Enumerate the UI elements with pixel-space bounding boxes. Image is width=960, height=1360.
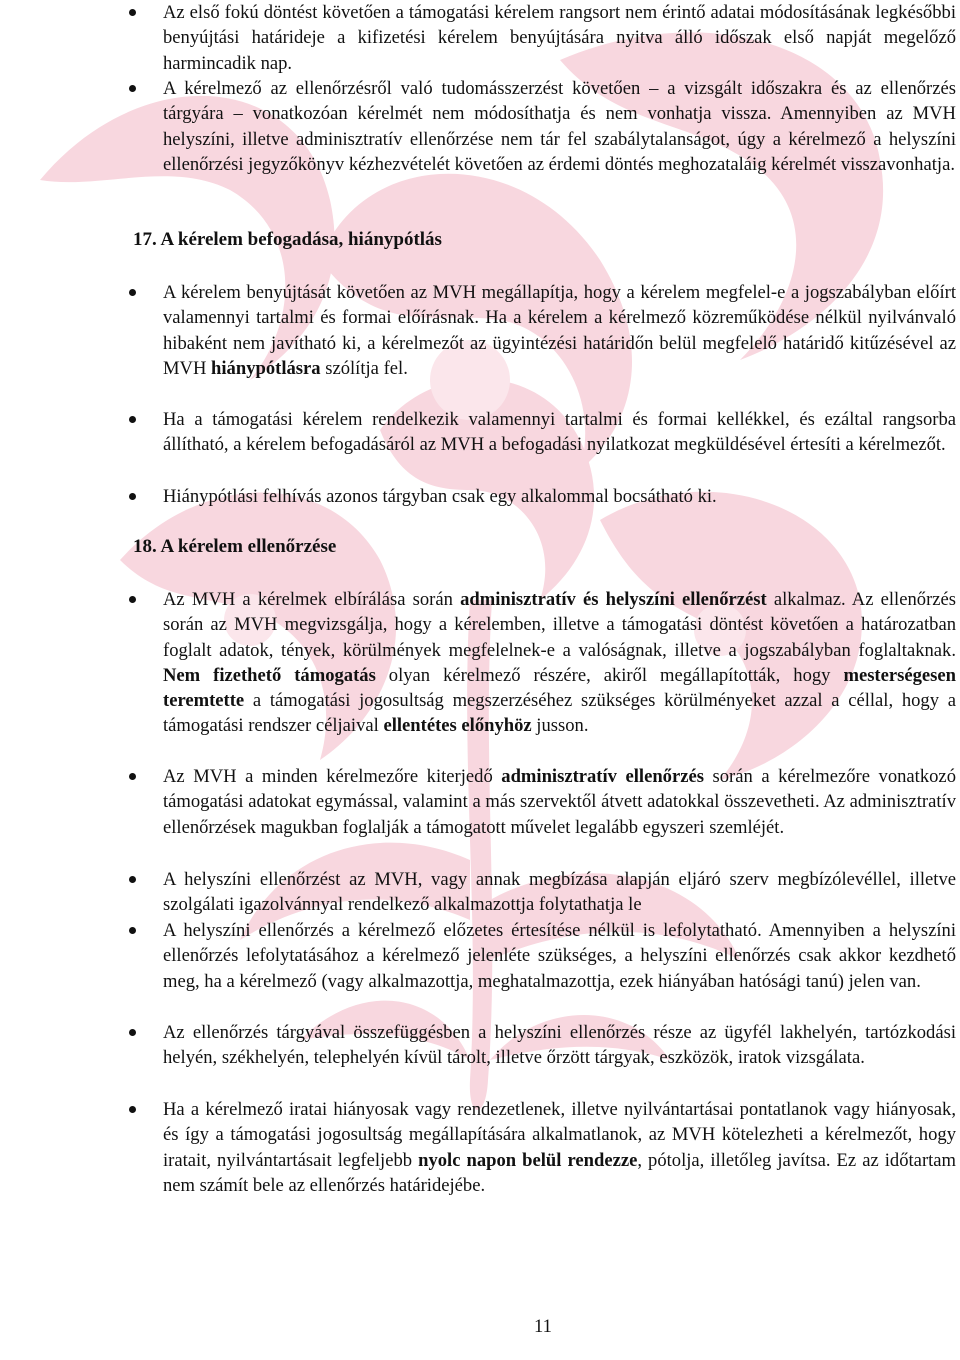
bold-text: Nem fizethető támogatás [163, 664, 376, 686]
paragraph-text: alkalmaz. Az ellenőrzés során az MVH megvizsgálja, hogy a kérelemben, illetve a támogatási döntést követően a határozatban foglalt adatok, tények, körülmények megfelelnek-e a valóságnak, illetve a jogszabályban foglaltaknak. [163, 589, 956, 661]
paragraph-text: Ha a kérelmező iratai hiányosak vagy rendezetlenek, illetve nyilvántartásai pontatlanok vagy hiányosak, és így a támogatási jogosultság megállapítására alkalmatlanok, az MVH kötelezheti a kérelmezőt, hogy iratait, nyilvántartásait legfeljebb [163, 1099, 956, 1171]
paragraph-text: Az MVH a kérelmek elbírálása során [163, 589, 461, 610]
bold-text: ellentétes előnyhöz [383, 715, 532, 737]
bold-text: adminisztratív és helyszíni ellenőrzést [460, 589, 767, 610]
list-item [163, 407, 956, 458]
section-heading: 18. A kérelem ellenőrzése [133, 536, 337, 557]
bold-text: hiánypótlásra [211, 357, 321, 379]
paragraph-text: a támogatási jogosultság megszerzéséhez szükséges körülményeket azzal a céllal, hogy a támogatási rendszer céljaival [163, 690, 956, 737]
paragraph-text: olyan kérelmező részére, akiről megállapították, hogy [375, 664, 844, 686]
list-item [163, 0, 956, 76]
paragraph-text: Az MVH a minden kérelmezőre kiterjedő [163, 766, 502, 787]
bold-text: mesterségesen teremtette [163, 664, 956, 712]
page-number: 11 [534, 1316, 552, 1337]
paragraph-text: A kérelem benyújtását követően az MVH megállapítja, hogy a kérelem megfelel-e a jogszabályban előírt valamennyi tartalmi és formai előírásnak. Ha a kérelem a kérelmező közreműködése nélkül nyilvánvaló hibaként nem javítható ki, a kérelmezőt az ügyintézési határidőn belül megfelelő határidő kitűzésével az MVH [163, 282, 956, 379]
list-item [163, 484, 956, 509]
list-item [163, 280, 956, 381]
paragraph-text: A helyszíni ellenőrzést az MVH, vagy annak megbízása alapján eljáró szerv megbízólevéllel, illetve szolgálati igazolvánnyal rendelkező alkalmazottja folytathatja le [163, 869, 956, 916]
list-item [163, 76, 956, 177]
section-heading: 17. A kérelem befogadása, hiánypótlás [133, 229, 442, 250]
paragraph-text: Az első fokú döntést követően a támogatási kérelem rangsort nem érintő adatai módosításának legkésőbbi benyújtási határideje a kifizetési kérelem benyújtására nyitva álló időszak első napját megelőző harmincadik nap. [163, 2, 956, 74]
list-item [163, 1020, 956, 1071]
list-item [163, 587, 956, 739]
paragraph-text: során a kérelmezőre vonatkozó támogatási adatokat egymással, valamint a más szervektől átvett adatokkal összevetheti. Az adminisztratív ellenőrzések magukban foglalják a támogatott művelet legalább egyszeri szemléjét. [163, 766, 956, 838]
list-item [163, 918, 956, 994]
bold-text: adminisztratív ellenőrzés [501, 766, 704, 787]
paragraph-text: A helyszíni ellenőrzés a kérelmező előzetes értesítése nélkül is lefolytatható. Amennyiben a helyszíni ellenőrzés lefolytatásához a kérelmező jelenléte szükséges, a helyszíni ellenőrzés csak akkor kezdhető meg, ha a kérelmező (vagy alkalmazottja, meghatalmazottja, ezek hiányában hatósági tanú) jelen van. [163, 920, 956, 992]
bold-text: nyolc napon belül rendezze [418, 1149, 638, 1171]
paragraph-text: jusson. [531, 715, 589, 737]
list-item [163, 867, 956, 918]
paragraph-text: , pótolja, illetőleg javítsa. Ez az időtartam nem számít bele az ellenőrzés határidejébe. [163, 1149, 957, 1196]
list-item [163, 764, 956, 840]
paragraph-text: Az ellenőrzés tárgyával összefüggésben a helyszíni ellenőrzés része az ügyfél lakhelyén, tartózkodási helyén, székhelyén, telephelyén kívül tárolt, illetve őrzött tárgyak, eszközök, iratok vizsgálata. [163, 1022, 956, 1069]
list-item [163, 1097, 956, 1198]
paragraph-text: Hiánypótlási felhívás azonos tárgyban csak egy alkalommal bocsátható ki. [163, 486, 717, 507]
paragraph-text: A kérelmező az ellenőrzésről való tudomásszerzést követően – a vizsgált időszakra és az ellenőrzés tárgyára – vonatkozóan kérelmét nem módosíthatja és nem vonhatja vissza. Amennyiben az MVH helyszíni, illetve adminisztratív ellenőrzése nem tár fel szabálytalanságot, úgy a kérelmező a helyszíni ellenőrzési jegyzőkönyv kézhezvételét követően az érdemi döntés meghozataláig kérelmét visszavonhatja. [163, 78, 956, 175]
paragraph-text: szólítja fel. [320, 357, 408, 379]
paragraph-text: Ha a támogatási kérelem rendelkezik valamennyi tartalmi és formai kellékkel, és ezáltal rangsorba állítható, a kérelem befogadásáról az MVH a befogadási nyilatkozat megküldésével értesíti a kérelmezőt. [163, 409, 956, 456]
